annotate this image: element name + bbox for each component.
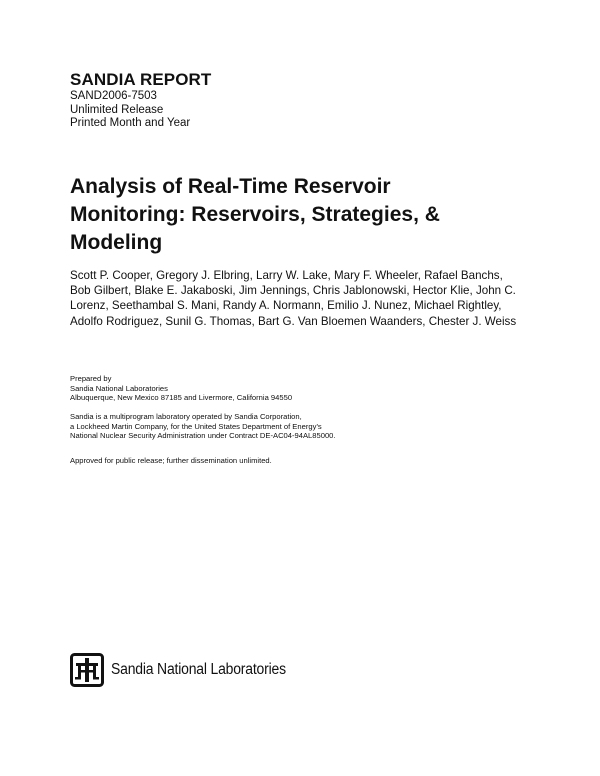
operator-line: Sandia is a multiprogram laboratory operated by Sandia Corporation, xyxy=(70,412,302,421)
title-line: Monitoring: Reservoirs, Strategies, & xyxy=(70,203,440,226)
operator-line: a Lockheed Martin Company, for the United States Department of Energy’s xyxy=(70,421,322,431)
document-title xyxy=(70,173,550,257)
prepared-org: Sandia National Laboratories xyxy=(70,383,168,393)
sandia-thunderbird-icon xyxy=(70,653,104,687)
logo-text: Sandia National Laboratories xyxy=(111,661,286,678)
prepared-location: Albuquerque, New Mexico 87185 and Livermore, California 94550 xyxy=(70,393,293,403)
author-list xyxy=(70,268,540,329)
prepared-by-block xyxy=(70,374,490,403)
operator-statement xyxy=(70,412,490,441)
author-line: Bob Gilbert, Blake E. Jakaboski, Jim Jennings, Chris Jablonowski, Hector Klie, John C. xyxy=(70,284,516,298)
prepared-label: Prepared by xyxy=(70,374,112,383)
author-line: Scott P. Cooper, Gregory J. Elbring, Larry W. Lake, Mary F. Wheeler, Rafael Banchs, xyxy=(70,269,503,282)
report-label: SANDIA REPORT xyxy=(70,70,212,89)
release-status: Unlimited Release xyxy=(70,103,164,116)
author-line: Lorenz, Seethambal S. Mani, Randy A. Normann, Emilio J. Nunez, Michael Rightley, xyxy=(70,299,502,313)
release-approval: Approved for public release; further dissemination unlimited. xyxy=(70,456,272,465)
title-line: Analysis of Real-Time Reservoir xyxy=(70,175,391,198)
print-date: Printed Month and Year xyxy=(70,117,191,129)
sandia-logo xyxy=(70,653,305,687)
operator-line: National Nuclear Security Administration under Contract DE-AC04-94AL85000. xyxy=(70,431,336,441)
report-number: SAND2006-7503 xyxy=(70,90,157,102)
title-line: Modeling xyxy=(70,231,163,254)
report-header xyxy=(70,70,211,131)
author-line: Adolfo Rodriguez, Sunil G. Thomas, Bart G. Van Bloemen Waanders, Chester J. Weiss xyxy=(70,314,517,328)
